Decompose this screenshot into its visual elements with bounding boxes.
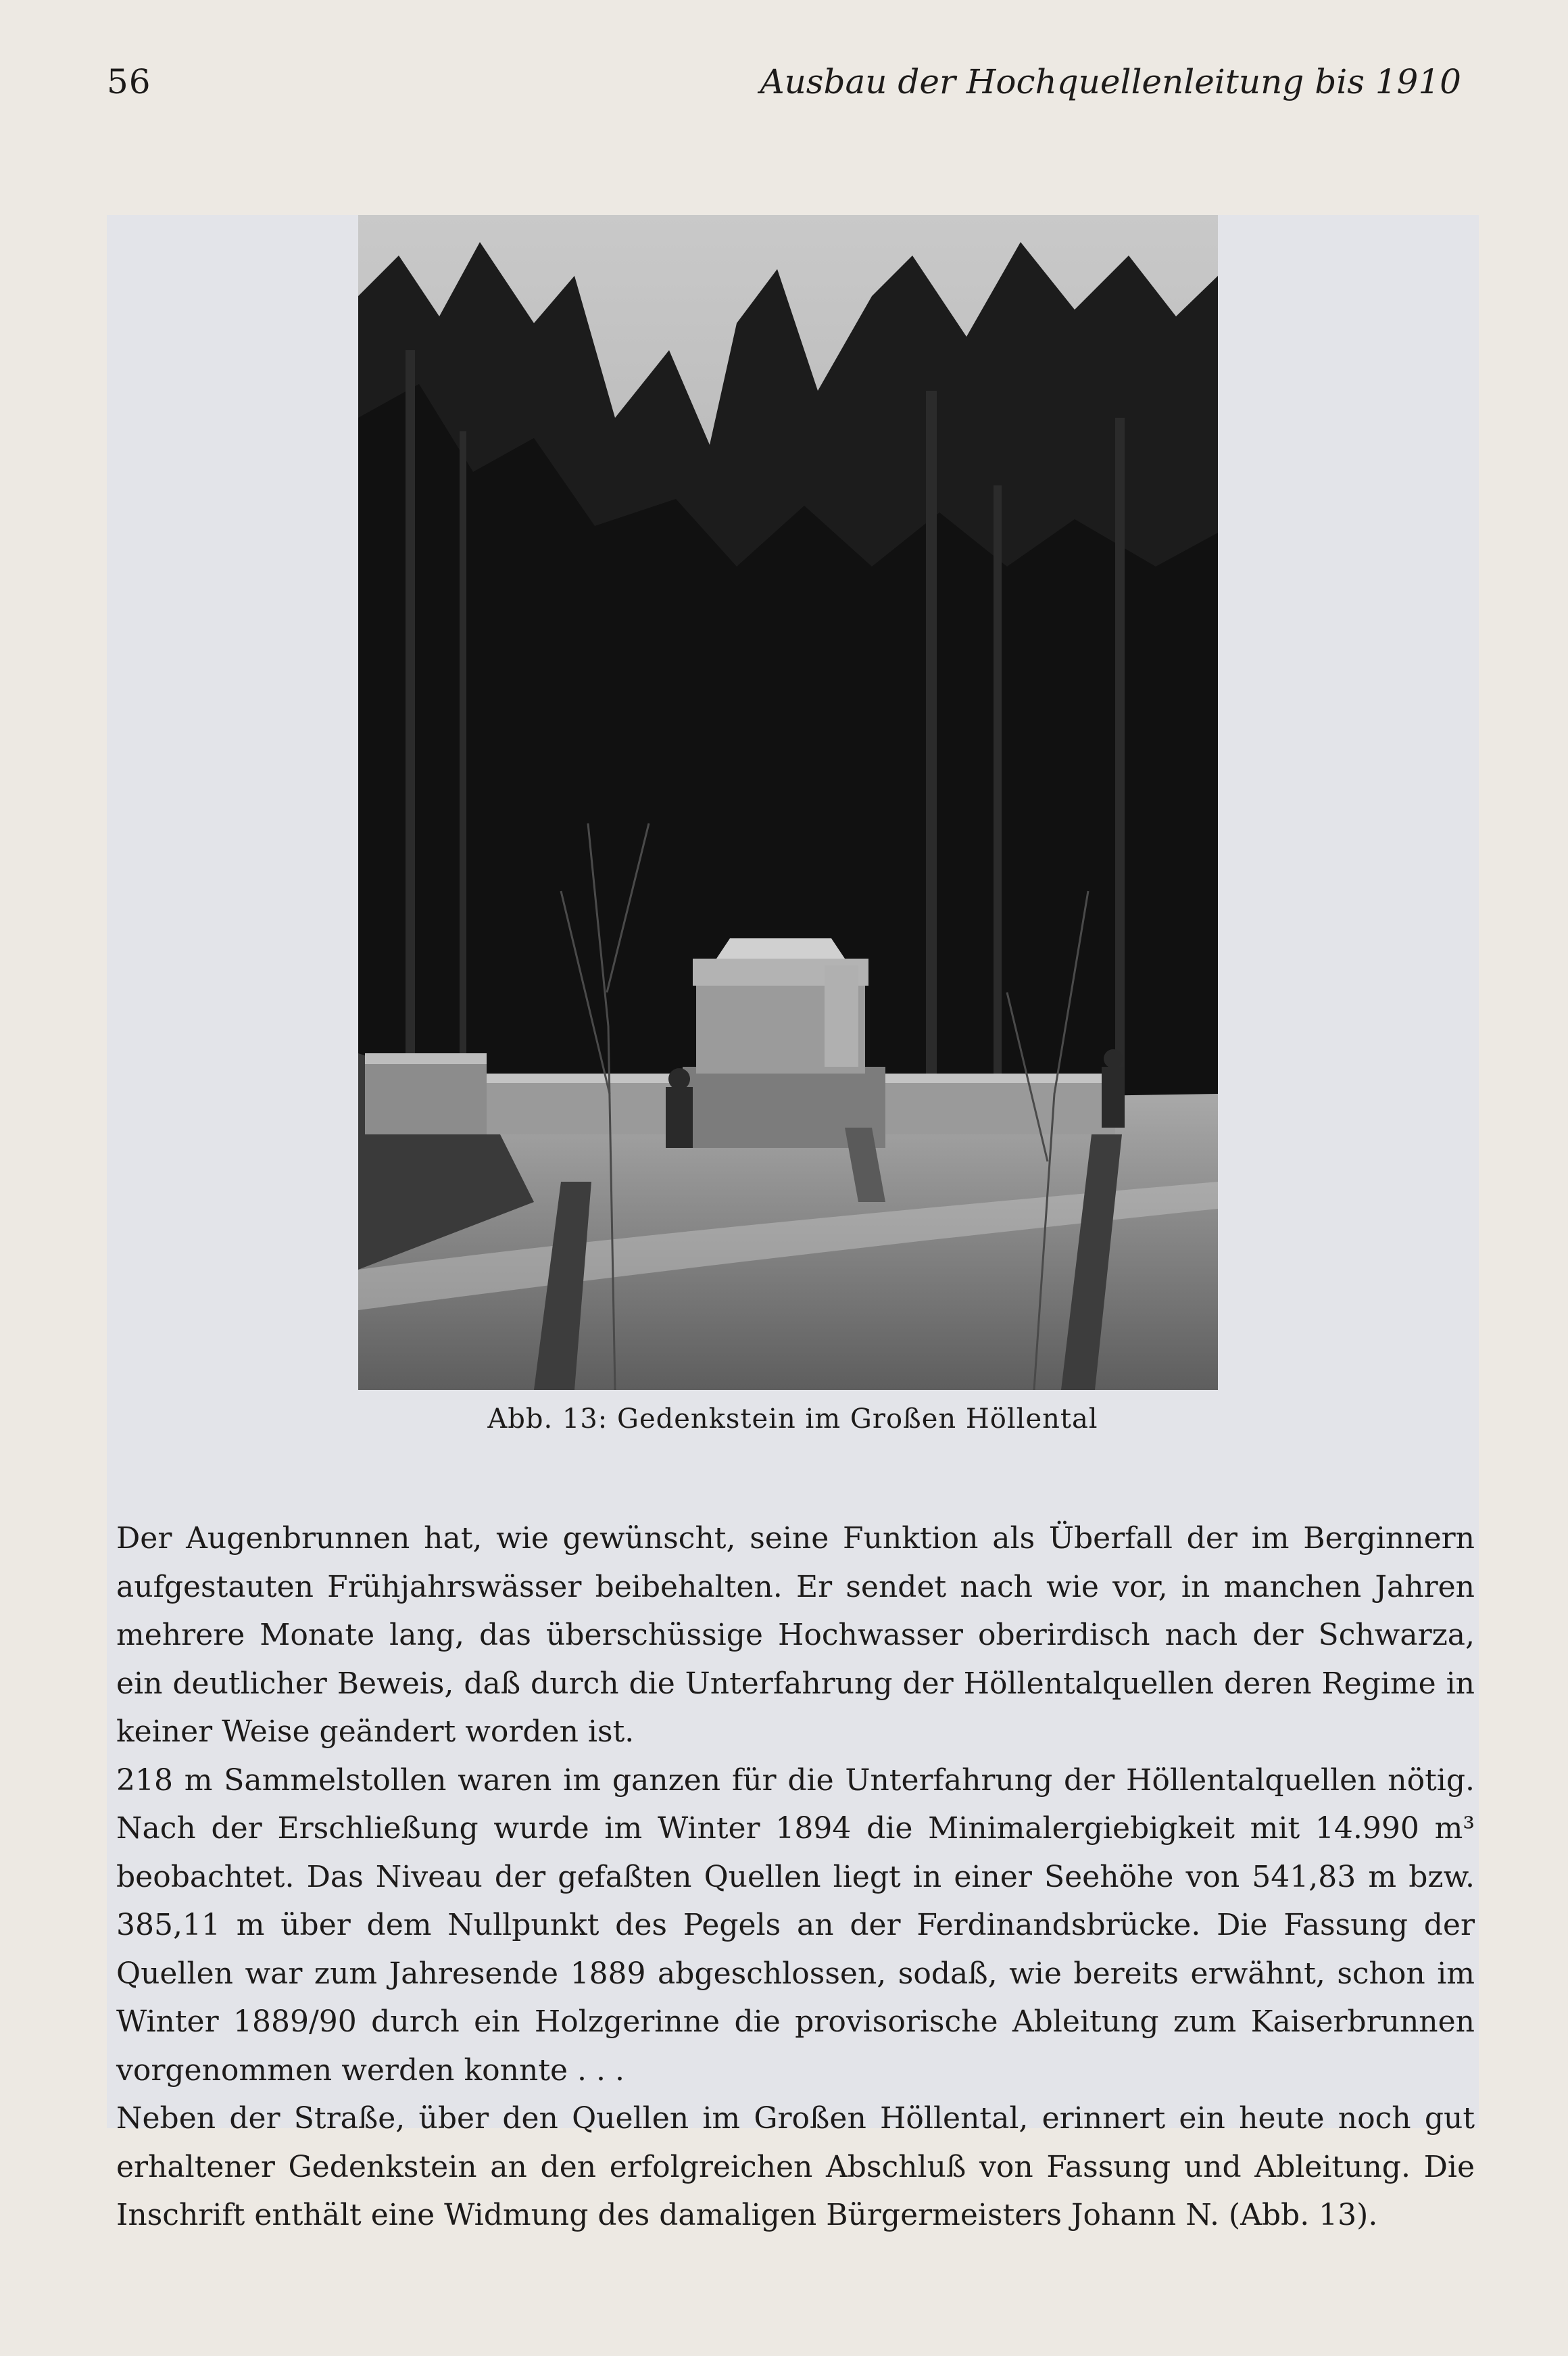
body-text	[116, 1514, 1475, 2240]
paragraph: Neben der Straße, über den Quellen im Großen Höllental, erinnert ein heute noch gut erhaltener Gedenkstein an den erfolgreichen Abschluß von Fassung und Ableitung. Die Inschrift enthält eine Widmung des damaligen Bürgermeisters Johann N. (Abb. 13).	[116, 2101, 1475, 2232]
paragraph: 218 m Sammelstollen waren im ganzen für die Unterfahrung der Höllentalquellen nötig. Nach der Erschließung wurde im Winter 1894 die Minimalergiebigkeit mit 14.990 m³ beobachtet. Das Niveau der gefaßten Quellen liegt in einer Seehöhe von 541,83 m bzw. 385,11 m über dem Nullpunkt des Pegels an der Ferdinandsbrücke. Die Fassung der Quellen war zum Jahresende 1889 abgeschlossen, sodaß, wie bereits erwähnt, schon im Winter 1889/90 durch ein Holzgerinne die provisorische Ableitung zum Kaiserbrunnen vorgenommen werden konnte . . .	[116, 1762, 1475, 2088]
running-head: Ausbau der Hochquellenleitung bis 1910	[760, 62, 1461, 101]
page-number: 56	[107, 62, 151, 101]
figure-caption: Abb. 13: Gedenkstein im Großen Höllental	[487, 1403, 1098, 1435]
memorial-stone-photo	[358, 215, 1218, 1390]
paragraph: Der Augenbrunnen hat, wie gewünscht, seine Funktion als Überfall der im Berginnern aufgestauten Frühjahrswässer beibehalten. Er sendet nach wie vor, in manchen Jahren mehrere Monate lang, das überschüssige Hochwasser oberirdisch nach der Schwarza, ein deutlicher Beweis, daß durch die Unterfahrung der Höllentalquellen deren Regime in keiner Weise geändert worden ist.	[116, 1521, 1475, 1749]
